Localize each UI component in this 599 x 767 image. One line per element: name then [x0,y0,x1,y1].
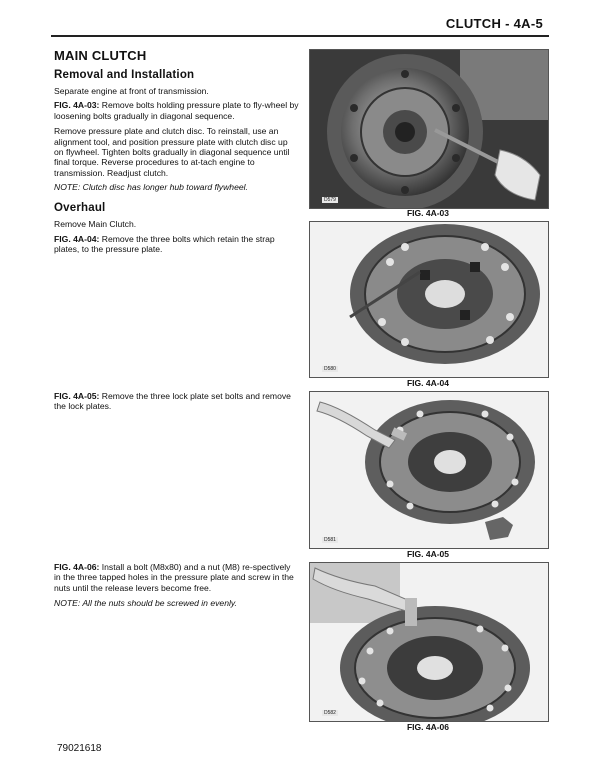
removal-section [54,48,299,255]
figure-reference: FIG. 4A-03: [54,100,100,111]
figure-caption: FIG. 4A-06 [406,722,450,732]
header-rule [51,35,549,37]
figure-reference: FIG. 4A-05: [54,391,100,401]
overhaul-note: NOTE: All the nuts should be screwed in evenly. [54,598,237,609]
figure-caption: FIG. 4A-05 [406,549,450,559]
figure-reference: FIG. 4A-04: [54,234,100,245]
figure-4a-03-photo [309,49,549,209]
fig-05-text-block [54,391,299,412]
document-number: 79021618 [57,743,102,754]
fig-06-text-block [54,562,299,609]
page-header-title: CLUTCH - 4A-5 [445,16,543,31]
removal-paragraph-1: Separate engine at front of transmission. [54,86,209,96]
overhaul-paragraph-4 [54,562,299,593]
figure-code: D579 [324,197,336,203]
section-title: MAIN CLUTCH [54,48,147,63]
figure-code: D581 [324,537,336,543]
figure-reference: FIG. 4A-06: [54,562,100,572]
overhaul-paragraph-2-text: Remove the three bolts which retain the strap plates, to the pressure plate. [54,234,275,255]
removal-paragraph-2 [54,100,299,121]
overhaul-heading: Overhaul [54,201,106,214]
figure-code: D582 [324,710,336,716]
figure-4a-05-photo [309,391,549,549]
removal-note: NOTE: Clutch disc has longer hub toward flywheel. [54,182,248,193]
figure-code: D580 [324,366,336,372]
removal-heading: Removal and Installation [54,69,195,81]
figure-4a-04-photo [309,221,549,378]
overhaul-paragraph-2 [54,234,299,255]
figure-caption: FIG. 4A-04 [406,378,450,388]
figure-4a-06-photo [309,562,549,722]
removal-paragraph-3: Remove pressure plate and clutch disc. To reinstall, use an alignment tool, and position pressure plate with clutch disc up on flywheel. Tighten bolts gradually in diagonal sequence until final torque. Reverse procedures to at-tach engine to transmission. Readjust clutch. [54,126,290,178]
overhaul-paragraph-3 [54,391,299,412]
removal-paragraph-2-text: Remove bolts holding pressure plate to fly-wheel by loosening bolts gradually in diagonal sequence. [54,100,299,121]
overhaul-paragraph-1: Remove Main Clutch. [54,218,137,229]
overhaul-paragraph-4-text: Install a bolt (M8x80) and a nut (M8) re-spectively in the three tapped holes in the pressure plate and screw in the nuts until the release levers become free. [54,562,294,593]
figure-caption: FIG. 4A-03 [406,208,450,218]
overhaul-paragraph-3-text: Remove the three lock plate set bolts and remove the lock plates. [54,391,291,412]
